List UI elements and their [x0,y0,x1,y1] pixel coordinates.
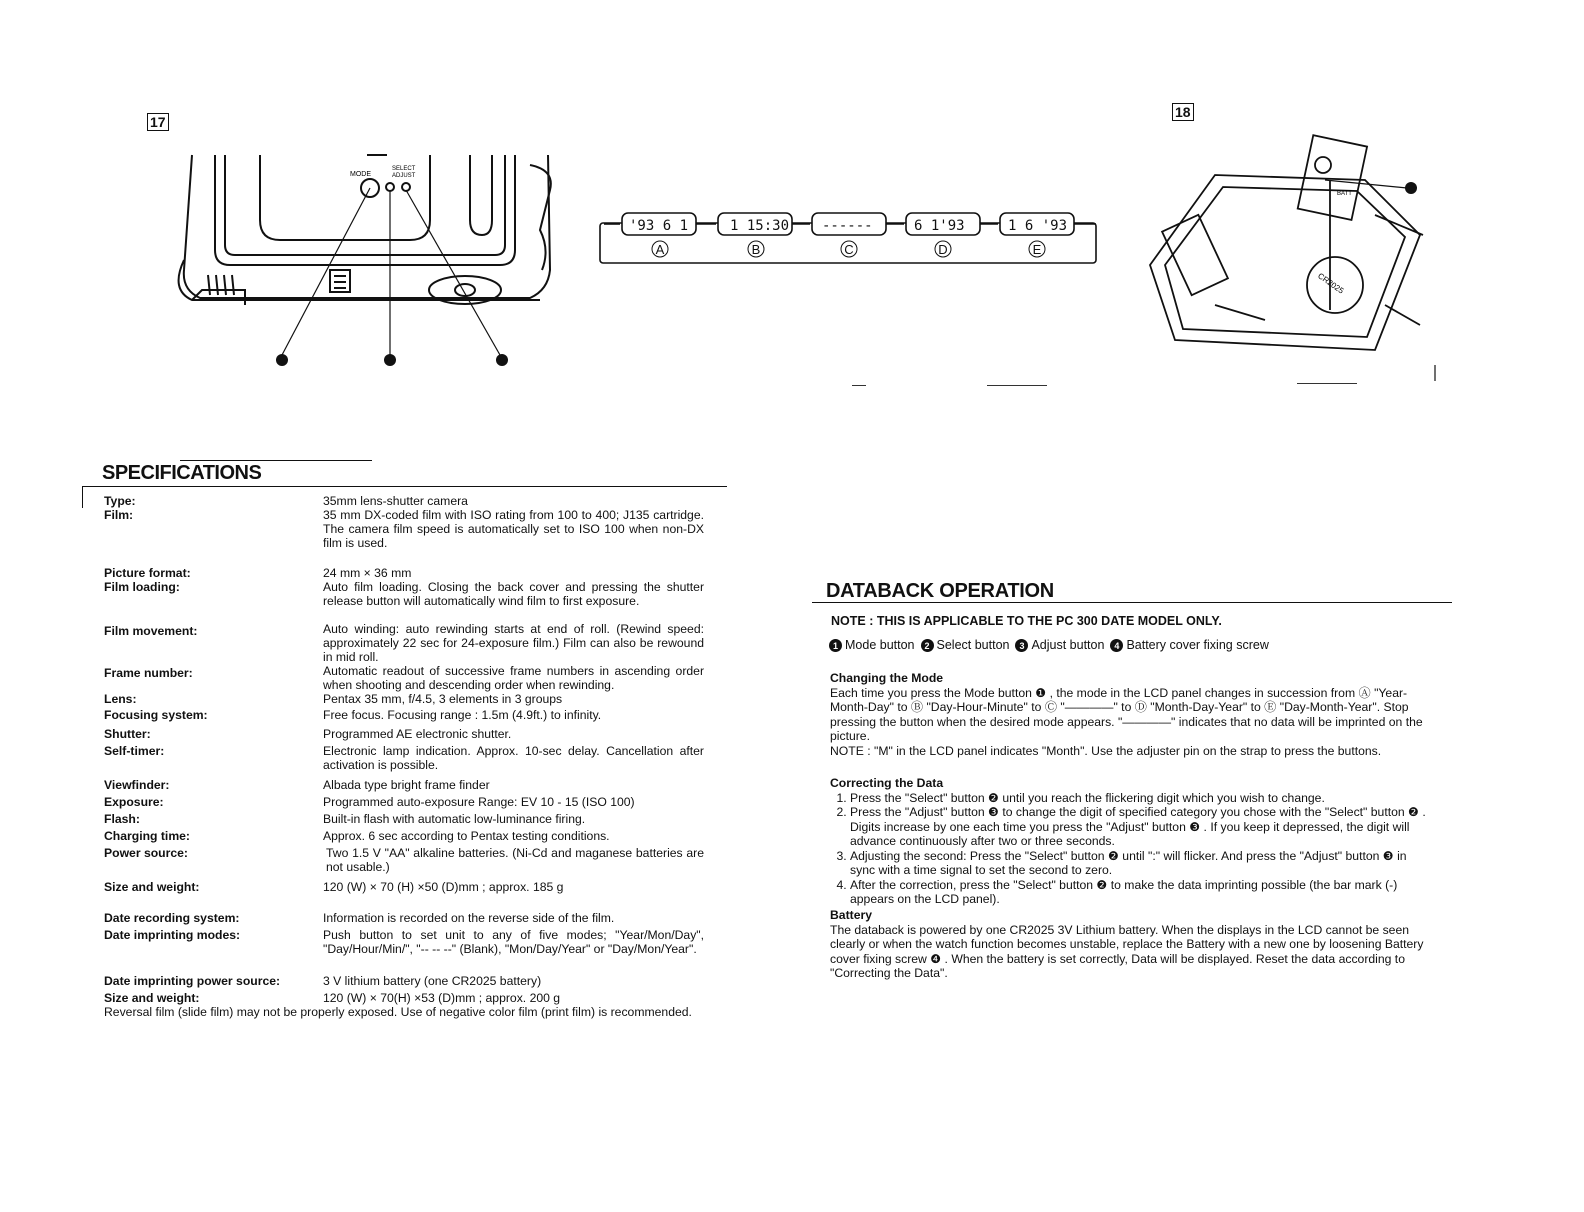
specifications-table [104,494,704,1008]
correcting-data-heading: Correcting the Data [830,776,944,790]
spec-row-shutter [104,727,704,744]
specifications-title: SPECIFICATIONS [102,462,262,484]
correcting-step: 1. Press the "Select" button ❷ until you reach the flickering digit which you wish to change. [850,791,1430,806]
spec-value: Programmed auto-exposure Range: EV 10 - 15 (ISO 100) [323,795,635,809]
legend-number: 3 [1015,639,1028,652]
spec-label: Frame number: [104,666,193,680]
spec-label: Film loading: [104,580,180,594]
correcting-step: 3. Adjusting the second: Press the "Select" button ❷ until ":" will flicker. And press the "Adjust" button ❸ in sync with a time signal to set the second to zero. [850,849,1430,878]
legend-text: Select button [936,638,1010,652]
spec-value: 120 (W) × 70 (H) ×50 (D)mm ; approx. 185 g [323,880,564,894]
spec-label: Shutter: [104,727,151,741]
spec-label: Type: [104,494,136,508]
spec-value: Auto winding: auto rewinding starts at end of roll. (Rewind speed: approximately 22 sec for 24-exposure film.) Film can also be rewound in mid roll. [323,622,704,664]
spec-value: Auto film loading. Closing the back cover and pressing the shutter release button will automatically wind film to first exposure. [323,580,704,608]
legend-number: 1 [829,639,842,652]
figure-18-label: 18 [1172,103,1194,121]
callout-4-dot [1405,182,1417,194]
correcting-step: 2. Press the "Adjust" button ❸ to change the digit of specified category you chose with the "Select" button ❷ . Digits increase by one each time you press the "Adjust" button ❸ . If you keep it depressed, the digit will advance continuously after two or three seconds. [850,805,1430,849]
spec-label: Flash: [104,812,140,826]
legend-select-button [921,638,1010,652]
legend-number: 4 [1110,639,1123,652]
spec-label: Film: [104,508,134,522]
spec-row-date-recording [104,911,704,928]
battery-body: The databack is powered by one CR2025 3V Lithium battery. When the displays in the LCD cannot be seen clearly or when the watch function becomes unstable, replace the Battery with a new one by loosening Battery cover fixing screw ❹ . When the battery is set correctly, Data will be displayed. Reset the data according to "Correcting the Data". [830,922,1424,980]
adjust-label: ADJUST [392,173,416,179]
spec-row-flash [104,812,704,829]
callout-2-dot [384,354,396,366]
spec-row-size-weight [104,880,704,911]
lcd-mode-e-letter: E [1032,242,1042,257]
camera-back-illustration [170,150,730,410]
databack-title: DATABACK OPERATION [826,580,1054,602]
batt-label: BATT [1337,191,1352,197]
legend-number: 2 [921,639,934,652]
spec-row-self-timer [104,744,704,778]
spec-row-charging-time [104,829,704,846]
spec-value: Free focus. Focusing range : 1.5m (4.9ft.) to infinity. [323,708,602,722]
figure-17-label: 17 [147,113,169,131]
spec-value: Information is recorded on the reverse side of the film. [323,911,615,925]
spec-label: Focusing system: [104,708,208,722]
spec-value: Two 1.5 V "AA" alkaline batteries. (Ni-Cd and maganese batteries are not usable.) [326,846,704,874]
correcting-data-section [830,776,1430,907]
changing-mode-section [830,671,1430,758]
changing-mode-body: Each time you press the Mode button ❶ , the mode in the LCD panel changes in succession from Ⓐ "Year-Month-Day" to Ⓑ "Day-Hour-Minute" to Ⓒ "————" to Ⓓ "Month-Day-Year" to Ⓔ "Day-Month-Year". Stop pressing the button when the desired mode appears. "————" indicates that no data will be imprinted on the picture. [830,685,1423,743]
spec-value: Built-in flash with automatic low-luminance firing. [323,812,586,826]
spec-value: 35mm lens-shutter camera [323,494,468,508]
spec-value: Programmed AE electronic shutter. [323,727,512,741]
spec-row-film-loading [104,580,704,622]
spec-value: 3 V lithium battery (one CR2025 battery) [323,974,542,988]
spec-value: 35 mm DX-coded film with ISO rating from 100 to 400; J135 cartridge. The camera film speed is automatically set to ISO 100 when non-DX film is used. [323,508,704,550]
spec-label: Lens: [104,692,137,706]
correcting-step: 4. After the correction, press the "Select" button ❷ to make the data imprinting possible (the bar mark (-) appears on the LCD panel). [850,878,1430,907]
spec-value: Push button to set unit to any of five modes; "Year/Mon/Day", "Day/Hour/Min/", "-- -- --" (Blank), "Mon/Day/Year" or "Day/Mon/Year". [323,928,704,956]
spec-row-date-power-source [104,974,704,991]
legend-adjust-button [1015,638,1104,652]
lcd-mode-c-letter: C [844,242,854,257]
spec-row-lens [104,692,704,708]
specifications-note: Reversal film (slide film) may not be properly exposed. Use of negative color film (print film) is recommended. [104,1005,692,1019]
legend-text: Adjust button [1031,638,1105,652]
spec-label: Picture format: [104,566,191,580]
spec-row-film-movement [104,622,704,664]
spec-label: Exposure: [104,795,164,809]
spec-label: Date recording system: [104,911,240,925]
spec-row-exposure [104,795,704,812]
spec-label: Size and weight: [104,991,200,1005]
spec-label: Power source: [104,846,188,860]
spec-value: Approx. 6 sec according to Pentax testing conditions. [323,829,610,843]
spec-label: Film movement: [104,624,198,638]
spec-label: Date imprinting power source: [104,974,281,988]
spec-row-frame-number [104,664,704,692]
spec-value: Electronic lamp indication. Approx. 10-sec delay. Cancellation after activation is possible. [323,744,704,772]
spec-row-type [104,494,704,508]
legend-text: Battery cover fixing screw [1126,638,1269,652]
spec-row-power-source [104,846,704,880]
changing-mode-note: NOTE : "M" in the LCD panel indicates "Month". Use the adjuster pin on the strap to press the buttons. [830,743,1382,758]
select-label: SELECT [392,166,416,172]
spec-label: Self-timer: [104,744,165,758]
spec-row-picture-format [104,566,704,580]
mode-label: MODE [350,171,371,178]
lcd-mode-d-letter: D [938,242,948,257]
legend-text: Mode button [845,638,915,652]
spec-value: 24 mm × 36 mm [323,566,412,580]
spec-row-focusing [104,708,704,727]
spec-value: Albada type bright frame finder [323,778,490,792]
lcd-mode-b-display: 1 15:30 [730,218,790,234]
lcd-mode-a-display: '93 6 1 [629,218,689,234]
spec-value: Automatic readout of successive frame numbers in ascending order when shooting and descending order when rewinding. [323,664,704,692]
spec-label: Size and weight: [104,880,200,894]
lcd-mode-a-letter: A [655,242,665,257]
spec-label: Charging time: [104,829,190,843]
battery-compartment-illustration [1145,125,1425,365]
lcd-mode-d-display: 6 1'93 [914,218,965,234]
spec-value: 120 (W) × 70(H) ×53 (D)mm ; approx. 200 g [323,991,561,1005]
lcd-mode-c-display: ------ [822,218,873,234]
callout-1-dot [276,354,288,366]
cr2025-label: CR2025 [1316,271,1346,296]
legend-battery-screw [1110,638,1268,652]
spec-value: Pentax 35 mm, f/4.5, 3 elements in 3 groups [323,692,563,706]
battery-section [830,908,1430,981]
spec-row-viewfinder [104,778,704,795]
spec-row-date-imprinting-modes [104,928,704,974]
lcd-mode-e-display: 1 6 '93 [1008,218,1068,234]
lcd-mode-b-letter: B [751,242,761,257]
databack-legend [829,638,1269,652]
battery-heading: Battery [830,908,872,922]
spec-label: Viewfinder: [104,778,170,792]
changing-mode-heading: Changing the Mode [830,671,944,685]
databack-applicability-note: NOTE : THIS IS APPLICABLE TO THE PC 300 DATE MODEL ONLY. [831,614,1222,628]
spec-label: Date imprinting modes: [104,928,241,942]
lcd-mode-sequence [600,208,1100,268]
callout-3-dot [496,354,508,366]
spec-row-film [104,508,704,550]
legend-mode-button [829,638,915,652]
